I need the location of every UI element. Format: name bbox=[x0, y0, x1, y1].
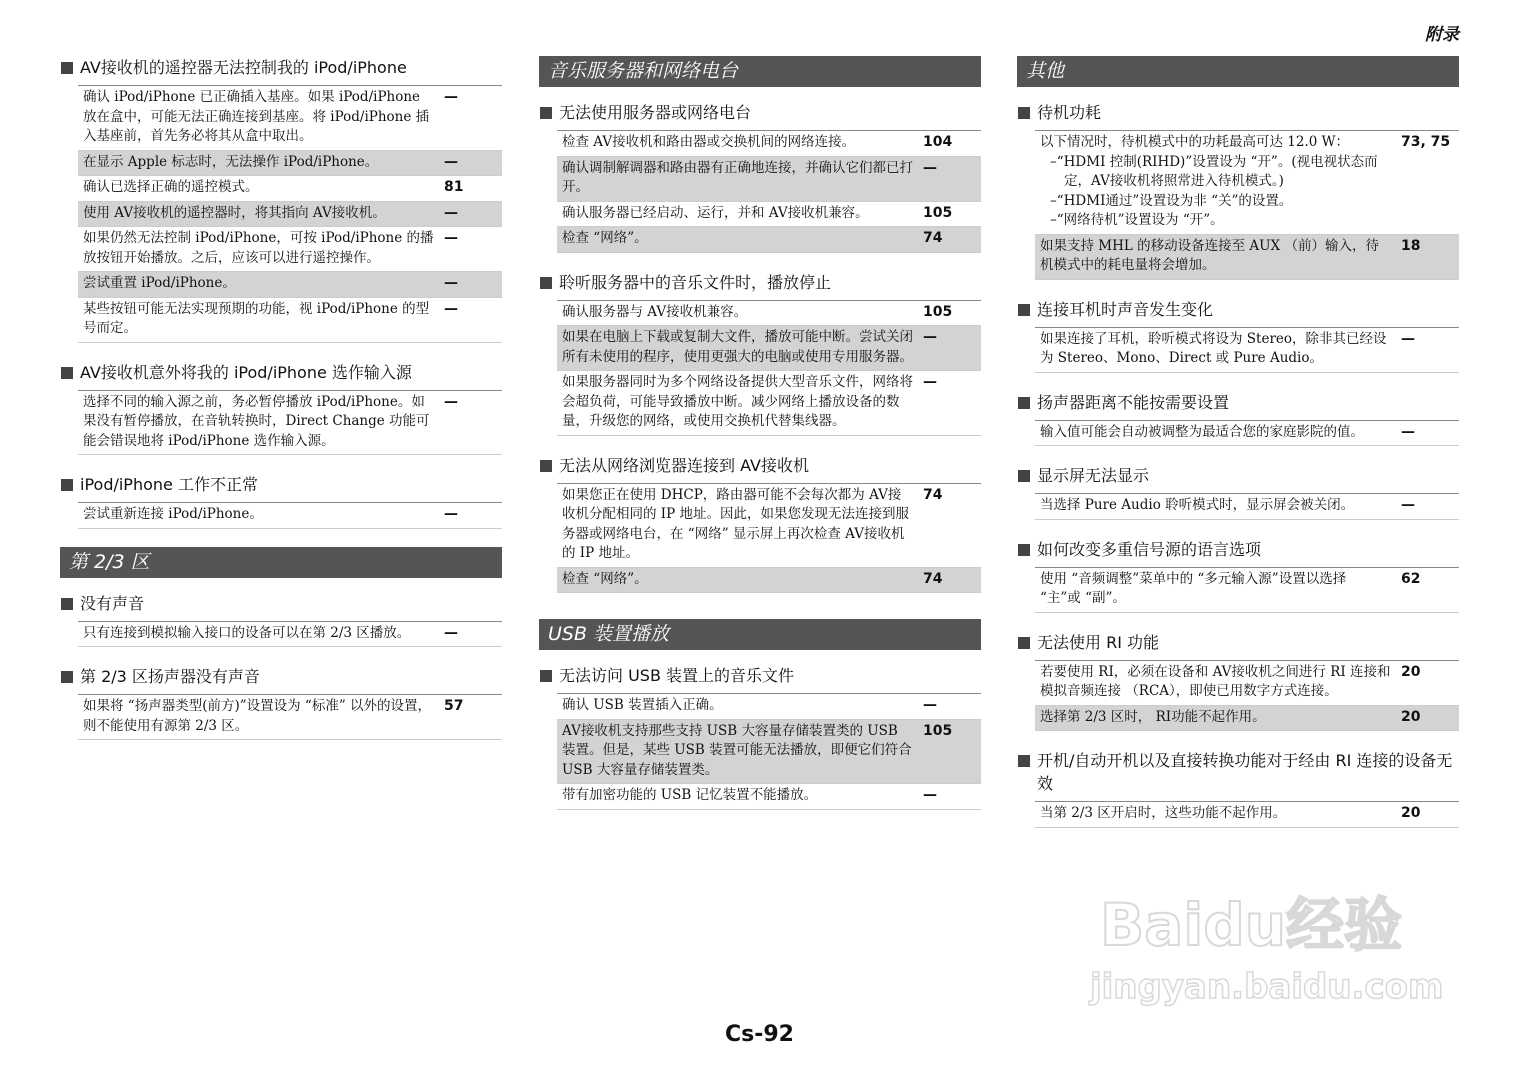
baidu-watermark-logo bbox=[1080, 880, 1450, 1010]
table-row: 确认服务器已经启动、运行，并和 AV接收机兼容。 105 bbox=[557, 202, 981, 228]
table-row: 只有连接到模拟输入接口的设备可以在第 2/3 区播放。 — bbox=[78, 622, 502, 648]
section-heading: 无法使用服务器或网络电台 bbox=[539, 101, 981, 124]
table-row: 确认已选择正确的遥控模式。 81 bbox=[78, 176, 502, 202]
table-row: 确认 USB 装置插入正确。 — bbox=[557, 694, 981, 720]
table-row: 如果仍然无法控制 iPod/iPhone，可按 iPod/iPhone 的播放按钮开始播放。之后，应该可以进行遥控操作。 — bbox=[78, 227, 502, 272]
table-row: 如果您正在使用 DHCP，路由器可能不会每次都为 AV接收机分配相同的 IP 地址。因此，如果您发现无法连接到服务器或网络电台，在 “网络” 显示屏上再次检查 AV接收机的 IP 地址。 74 bbox=[557, 484, 981, 568]
section-heading: iPod/iPhone 工作不正常 bbox=[60, 473, 502, 496]
table-row: AV接收机支持那些支持 USB 大容量存储装置类的 USB 装置。但是，某些 USB 装置可能无法播放，即便它们符合 USB 大容量存储装置类。 105 bbox=[557, 720, 981, 785]
troubleshoot-table bbox=[557, 130, 981, 253]
troubleshoot-table bbox=[1035, 567, 1459, 613]
section-heading: 无法从网络浏览器连接到 AV接收机 bbox=[539, 454, 981, 477]
table-row: 使用 AV接收机的遥控器时，将其指向 AV接收机。 — bbox=[78, 202, 502, 228]
table-row: 检查 “网络”。 74 bbox=[557, 568, 981, 594]
section-zone-speakers bbox=[60, 665, 502, 740]
section-display-off bbox=[1017, 464, 1459, 520]
section-heading: 开机/自动开机以及直接转换功能对于经由 RI 连接的设备无效 bbox=[1017, 749, 1459, 795]
square-bullet-icon bbox=[1018, 397, 1030, 409]
troubleshoot-table bbox=[557, 483, 981, 594]
troubleshoot-table bbox=[78, 621, 502, 648]
section-heading: AV接收机意外将我的 iPod/iPhone 选作输入源 bbox=[60, 361, 502, 384]
table-row: 某些按钮可能无法实现预期的功能，视 iPod/iPhone 的型号而定。 — bbox=[78, 298, 502, 343]
table-row: 检查 AV接收机和路由器或交换机间的网络连接。 104 bbox=[557, 131, 981, 157]
column-left bbox=[60, 56, 502, 758]
section-no-sound bbox=[60, 592, 502, 648]
troubleshoot-table bbox=[557, 693, 981, 810]
table-row: 如果服务器同时为多个网络设备提供大型音乐文件，网络将会超负荷，可能导致播放中断。减少网络上播放设备的数量，升级您的网络，或使用交换机代替集线器。 — bbox=[557, 371, 981, 436]
column-right bbox=[1017, 56, 1459, 846]
section-headphones bbox=[1017, 298, 1459, 373]
section-heading: AV接收机的遥控器无法控制我的 iPod/iPhone bbox=[60, 56, 502, 79]
square-bullet-icon bbox=[61, 671, 73, 683]
troubleshoot-table bbox=[1035, 130, 1459, 280]
square-bullet-icon bbox=[540, 670, 552, 682]
section-heading: 无法使用 RI 功能 bbox=[1017, 631, 1459, 654]
square-bullet-icon bbox=[61, 367, 73, 379]
troubleshoot-table bbox=[1035, 420, 1459, 447]
section-heading: 无法访问 USB 装置上的音乐文件 bbox=[539, 664, 981, 687]
square-bullet-icon bbox=[1018, 544, 1030, 556]
square-bullet-icon bbox=[61, 598, 73, 610]
square-bullet-icon bbox=[1018, 304, 1030, 316]
square-bullet-icon bbox=[1018, 755, 1030, 767]
section-speaker-distance bbox=[1017, 391, 1459, 447]
banner-other: 其他 bbox=[1017, 56, 1459, 87]
troubleshoot-table bbox=[78, 694, 502, 740]
section-heading: 待机功耗 bbox=[1017, 101, 1459, 124]
table-row: 尝试重新连接 iPod/iPhone。 — bbox=[78, 503, 502, 529]
troubleshoot-table bbox=[78, 390, 502, 456]
section-ipod-malfunction bbox=[60, 473, 502, 529]
table-row: 在显示 Apple 标志时，无法操作 iPod/iPhone。 — bbox=[78, 151, 502, 177]
table-row: 如果支持 MHL 的移动设备连接至 AUX （前）输入，待机模式中的耗电量将会增加。 18 bbox=[1035, 235, 1459, 280]
table-row: 检查 “网络”。 74 bbox=[557, 227, 981, 253]
section-heading: 没有声音 bbox=[60, 592, 502, 615]
banner-usb: USB 装置播放 bbox=[539, 619, 981, 650]
square-bullet-icon bbox=[540, 460, 552, 472]
section-heading: 扬声器距离不能按需要设置 bbox=[1017, 391, 1459, 414]
square-bullet-icon bbox=[540, 277, 552, 289]
section-ri-function bbox=[1017, 631, 1459, 732]
table-row: 当选择 Pure Audio 聆听模式时，显示屏会被关闭。 — bbox=[1035, 494, 1459, 520]
section-heading: 显示屏无法显示 bbox=[1017, 464, 1459, 487]
table-row: 确认 iPod/iPhone 已正确插入基座。如果 iPod/iPhone 放在盒中，可能无法正确连接到基座。将 iPod/iPhone 插入基座前，首先务必将其从盒中取出。 — bbox=[78, 86, 502, 151]
section-language bbox=[1017, 538, 1459, 613]
section-playback-stops bbox=[539, 271, 981, 436]
troubleshoot-table bbox=[1035, 801, 1459, 828]
page-number: Cs-92 bbox=[725, 1022, 794, 1047]
troubleshoot-table bbox=[557, 300, 981, 436]
troubleshoot-table bbox=[1035, 493, 1459, 520]
section-heading: 第 2/3 区扬声器没有声音 bbox=[60, 665, 502, 688]
banner-music-server: 音乐服务器和网络电台 bbox=[539, 56, 981, 87]
square-bullet-icon bbox=[1018, 107, 1030, 119]
table-row: 如果在电脑上下载或复制大文件，播放可能中断。尝试关闭所有未使用的程序，使用更强大的电脑或使用专用服务器。 — bbox=[557, 326, 981, 371]
table-row: 若要使用 RI，必须在设备和 AV接收机之间进行 RI 连接和模拟音频连接 （RCA），即使已用数字方式连接。 20 bbox=[1035, 661, 1459, 706]
square-bullet-icon bbox=[61, 479, 73, 491]
svg-text:jingyan.baidu.com: jingyan.baidu.com bbox=[1090, 967, 1444, 1007]
troubleshoot-table bbox=[78, 502, 502, 529]
troubleshoot-table bbox=[1035, 327, 1459, 373]
table-row: 以下情况时，待机模式中的功耗最高可达 12.0 W： –“HDMI 控制(RIHD)”设置设为 “开”。(视电视状态而定，AV接收机将照常进入待机模式。) –“HDMI通过”设置设为非 “关”的设置。 –“网络待机”设置设为 “开”。 73, 75 bbox=[1035, 131, 1459, 235]
section-auto-power bbox=[1017, 749, 1459, 828]
table-row: 确认调制解调器和路由器有正确地连接，并确认它们都已打开。 — bbox=[557, 157, 981, 202]
table-row: 如果将 “扬声器类型(前方)”设置设为 “标准” 以外的设置，则不能使用有源第 2/3 区。 57 bbox=[78, 695, 502, 740]
square-bullet-icon bbox=[1018, 637, 1030, 649]
appendix-label: 附录 bbox=[1425, 25, 1459, 45]
table-row: 确认服务器与 AV接收机兼容。 105 bbox=[557, 301, 981, 327]
table-row: 尝试重置 iPod/iPhone。 — bbox=[78, 272, 502, 298]
banner-zone23: 第 2/3 区 bbox=[60, 547, 502, 578]
svg-text:Baidu经验: Baidu经验 bbox=[1100, 891, 1403, 959]
square-bullet-icon bbox=[61, 62, 73, 74]
troubleshoot-table bbox=[1035, 660, 1459, 732]
square-bullet-icon bbox=[1018, 470, 1030, 482]
section-remote-ipod bbox=[60, 56, 502, 343]
section-heading: 如何改变多重信号源的语言选项 bbox=[1017, 538, 1459, 561]
troubleshoot-table bbox=[78, 85, 502, 343]
table-row: 使用 “音频调整”菜单中的 “多元输入源”设置以选择 “主”或 “副”。 62 bbox=[1035, 568, 1459, 613]
section-heading: 聆听服务器中的音乐文件时，播放停止 bbox=[539, 271, 981, 294]
table-row: 如果连接了耳机，聆听模式将设为 Stereo，除非其已经设为 Stereo、Mono、Direct 或 Pure Audio。 — bbox=[1035, 328, 1459, 373]
table-row: 选择第 2/3 区时， RI功能不起作用。 20 bbox=[1035, 706, 1459, 732]
table-row: 带有加密功能的 USB 记忆装置不能播放。 — bbox=[557, 784, 981, 810]
square-bullet-icon bbox=[540, 107, 552, 119]
section-heading: 连接耳机时声音发生变化 bbox=[1017, 298, 1459, 321]
section-browser-connect bbox=[539, 454, 981, 594]
table-row: 输入值可能会自动被调整为最适合您的家庭影院的值。 — bbox=[1035, 421, 1459, 447]
section-input-source bbox=[60, 361, 502, 456]
column-middle bbox=[539, 56, 981, 828]
table-row: 当第 2/3 区开启时，这些功能不起作用。 20 bbox=[1035, 802, 1459, 828]
table-row: 选择不同的输入源之前，务必暂停播放 iPod/iPhone。如果没有暂停播放，在音轨转换时，Direct Change 功能可能会错误地将 iPod/iPhone 选作输入源。 — bbox=[78, 391, 502, 456]
section-server-radio bbox=[539, 101, 981, 253]
section-usb-access bbox=[539, 664, 981, 810]
section-standby-power bbox=[1017, 101, 1459, 280]
